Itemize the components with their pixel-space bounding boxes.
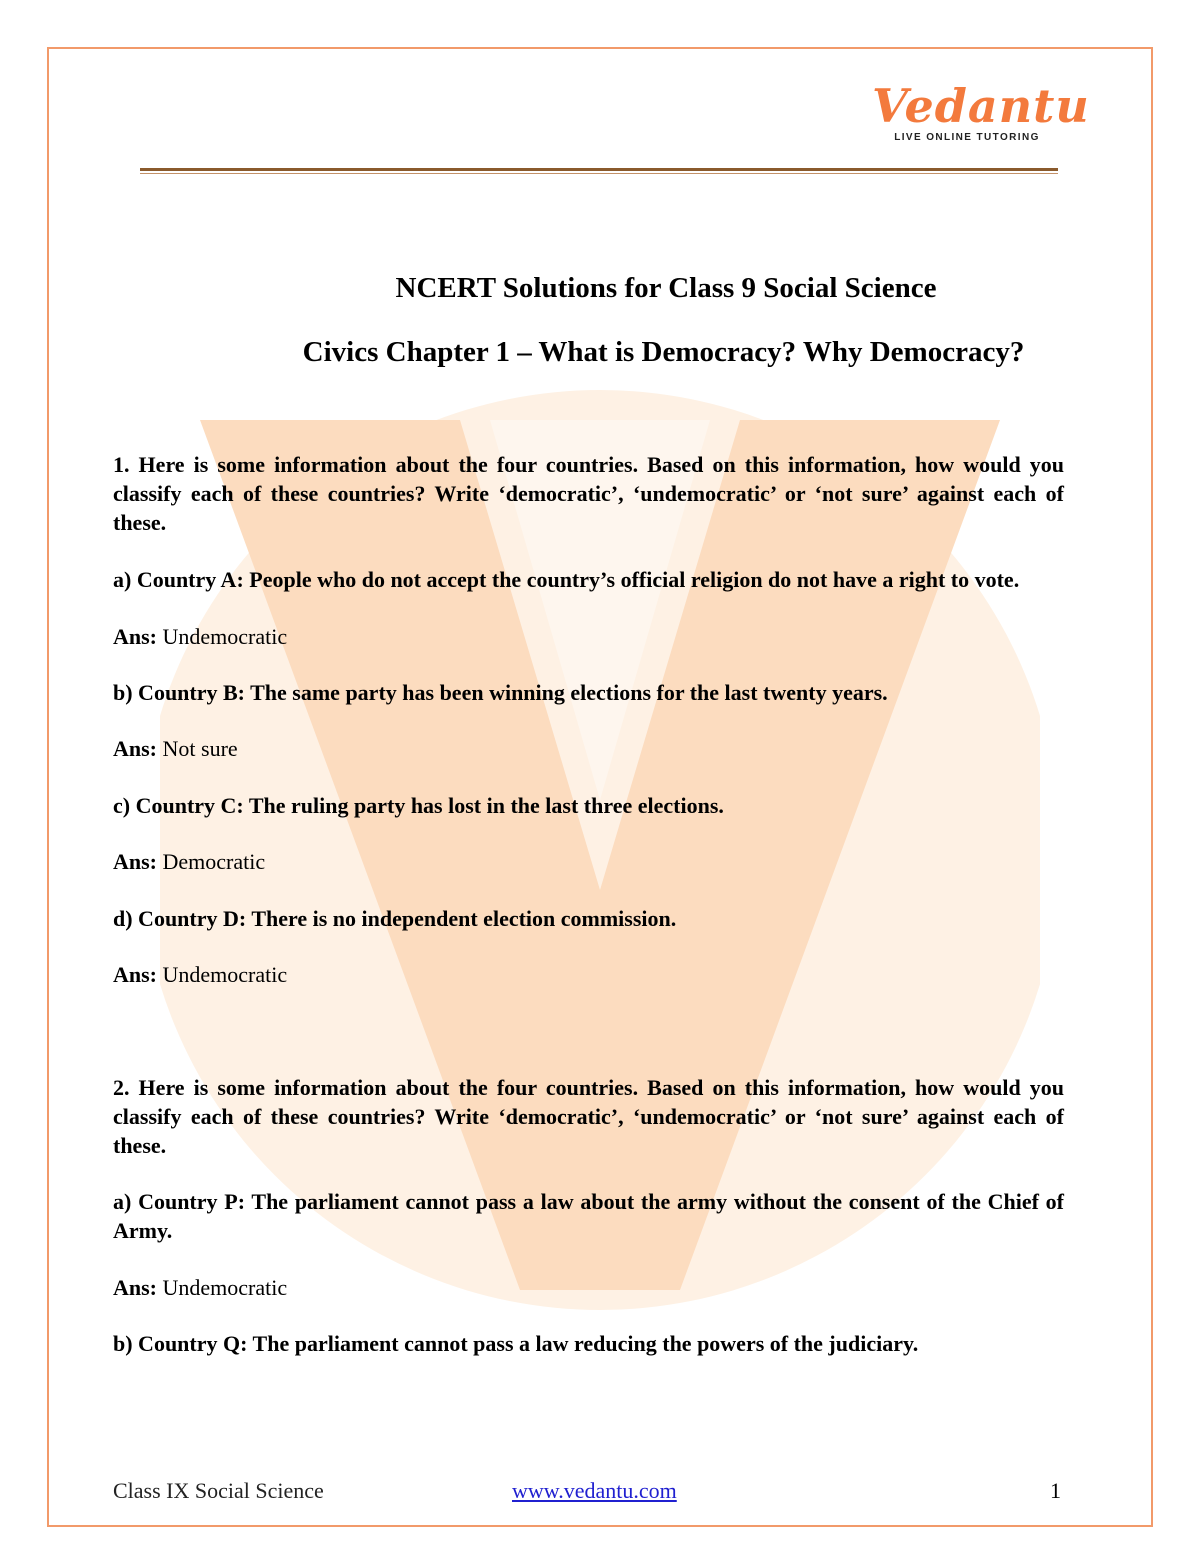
logo-name: Vedantu <box>872 79 1090 133</box>
vedantu-logo <box>872 79 1090 143</box>
question-2-item-b: b) Country Q: The parliament cannot pass a law reducing the powers of the judiciary. <box>113 1331 919 1356</box>
ans-label: Ans: <box>113 1275 158 1300</box>
question-1-item-c: c) Country C: The ruling party has lost in the last three elections. <box>113 793 724 818</box>
footer-website-link[interactable]: www.vedantu.com <box>512 1478 677 1503</box>
answer-text: Undemocratic <box>157 624 288 649</box>
answer-1a <box>113 622 1064 651</box>
answer-text: Democratic <box>157 849 266 874</box>
question-2-item-a: a) Country P: The parliament cannot pass a law about the army without the consent of the Chief of Army. <box>113 1189 1064 1243</box>
question-2: 2. Here is some information about the four countries. Based on this information, how would you classify each of these countries? Write ‘democratic’, ‘undemocratic’ or ‘not sure’ against each of these. <box>113 1075 1064 1158</box>
header-divider-thin <box>140 173 1058 174</box>
ans-label: Ans: <box>113 962 158 987</box>
answer-text: Not sure <box>157 736 238 761</box>
ans-label: Ans: <box>113 849 158 874</box>
question-1-item-b: b) Country B: The same party has been winning elections for the last twenty years. <box>113 680 888 705</box>
answer-text: Undemocratic <box>157 962 288 987</box>
footer-class-label: Class IX Social Science <box>113 1478 324 1503</box>
ans-label: Ans: <box>113 624 158 649</box>
answer-1d <box>113 960 1064 989</box>
question-1-item-a: a) Country A: People who do not accept the country’s official religion do not have a right to vote. <box>113 567 1020 592</box>
question-1-item-d: d) Country D: There is no independent election commission. <box>113 906 677 931</box>
header-divider <box>140 168 1058 171</box>
answer-1b <box>113 734 1064 763</box>
logo-tagline: LIVE ONLINE TUTORING <box>894 132 1040 143</box>
page-title: NCERT Solutions for Class 9 Social Science <box>395 272 937 304</box>
answer-1c <box>113 847 1064 876</box>
page-subtitle: Civics Chapter 1 – What is Democracy? Why Democracy? <box>302 336 1025 368</box>
page-number: 1 <box>1050 1478 1061 1503</box>
answer-2a <box>113 1273 1064 1302</box>
ans-label: Ans: <box>113 736 158 761</box>
document-body <box>113 270 1064 1358</box>
answer-text: Undemocratic <box>157 1275 288 1300</box>
question-1: 1. Here is some information about the four countries. Based on this information, how would you classify each of these countries? Write ‘democratic’, ‘undemocratic’ or ‘not sure’ against each of these. <box>113 452 1064 535</box>
